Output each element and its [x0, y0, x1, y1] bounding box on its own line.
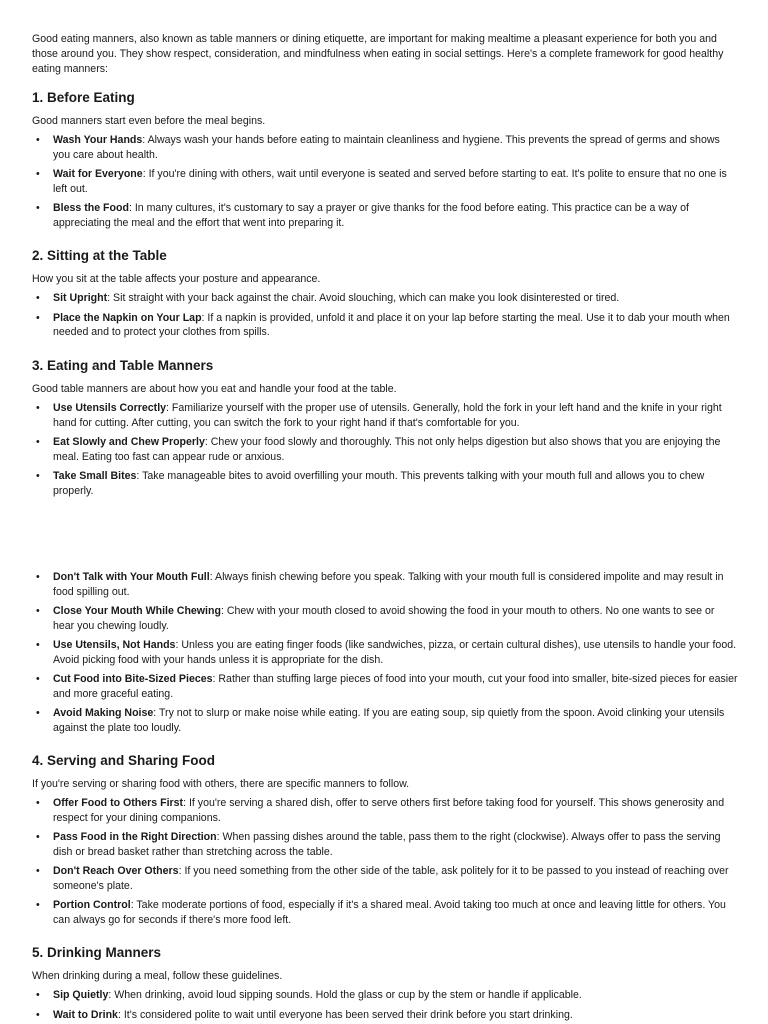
section-heading: 3. Eating and Table Manners: [32, 358, 214, 373]
list-item: • Portion Control: Take moderate portions of food, especially if it's a shared meal. Avoid taking too much at once and leaving little for others. You can always go for seconds if there's more food left.: [36, 899, 726, 926]
bullet-list: [32, 988, 738, 1022]
list-item: • Close Your Mouth While Chewing: Chew with your mouth closed to avoid showing the food in your mouth to others. No one wants to see or hear you chewing loudly.: [36, 605, 715, 632]
list-item: • Use Utensils, Not Hands: Unless you are eating finger foods (like sandwiches, pizza, or certain cultural dishes), use utensils to handle your food. Avoid picking food with your hands unless it is appropriate for the dish.: [36, 639, 737, 666]
bullet-icon: •: [36, 436, 40, 448]
bullet-icon: •: [36, 797, 40, 809]
bullet-icon: •: [36, 134, 40, 146]
list-item: • Offer Food to Others First: If you're serving a shared dish, offer to serve others first before taking food for yourself. This shows generosity and respect for your dining companions.: [36, 797, 725, 824]
list-item: • Pass Food in the Right Direction: When passing dishes around the table, pass them to the right (clockwise). Always offer to pass the serving dish or bread basket rather than stretching across the table.: [36, 831, 721, 858]
bullet-icon: •: [36, 402, 40, 414]
bullet-icon: •: [36, 865, 40, 877]
intro-block: [32, 32, 738, 77]
section-heading: 5. Drinking Manners: [32, 945, 162, 960]
list-item: • Eat Slowly and Chew Properly: Chew your food slowly and thoroughly. This not only helps digestion but also shows that you are enjoying the meal. Eating too fast can appear rude or anxious.: [36, 436, 721, 463]
section-lead: Good table manners are about how you eat and handle your food at the table.: [32, 383, 397, 395]
bullet-list: [32, 570, 738, 735]
bullet-icon: •: [36, 571, 40, 583]
section-heading: 1. Before Eating: [32, 90, 135, 105]
bullet-icon: •: [36, 707, 40, 719]
list-item: • Avoid Making Noise: Try not to slurp or make noise while eating. If you are eating soup, sip quietly from the spoon. Avoid clinking your utensils against the plate too loudly.: [36, 707, 725, 734]
section-lead: How you sit at the table affects your posture and appearance.: [32, 273, 321, 285]
bullet-icon: •: [36, 989, 40, 1001]
bullet-list: [32, 401, 738, 498]
bullet-icon: •: [36, 292, 40, 304]
section-lead: When drinking during a meal, follow these guidelines.: [32, 970, 283, 982]
section-lead: If you're serving or sharing food with others, there are specific manners to follow.: [32, 778, 410, 790]
list-item: • Don't Reach Over Others: If you need something from the other side of the table, ask politely for it to be passed to you instead of reaching over someone's plate.: [36, 865, 729, 892]
list-item: • Wait to Drink: It's considered polite to wait until everyone has been served their drink before you start drinking.: [36, 1008, 573, 1021]
bullet-icon: •: [36, 831, 40, 843]
bullet-icon: •: [36, 470, 40, 482]
list-item: • Wait for Everyone: If you're dining with others, wait until everyone is seated and served before starting to eat. It's polite to ensure that no one is left out.: [36, 168, 727, 195]
bullet-icon: •: [36, 605, 40, 617]
list-item: • Sit Upright: Sit straight with your back against the chair. Avoid slouching, which can make you look disinterested or tired.: [36, 292, 620, 304]
section-eating-table-manners: [32, 357, 738, 498]
bullet-icon: •: [36, 673, 40, 685]
bullet-icon: •: [36, 311, 40, 324]
list-item: • Bless the Food: In many cultures, it's customary to say a prayer or give thanks for the food before eating. This practice can be a way of appreciating the meal and the effort that went into preparing it.: [36, 202, 689, 229]
bullet-list: [32, 291, 738, 340]
list-item: • Take Small Bites: Take manageable bites to avoid overfilling your mouth. This prevents talking with your mouth full and allows you to chew properly.: [36, 470, 705, 497]
list-item: • Cut Food into Bite-Sized Pieces: Rather than stuffing large pieces of food into your mouth, cut your food into smaller, bite-sized pieces for easier and more graceful eating.: [36, 673, 738, 700]
list-item: • Place the Napkin on Your Lap: If a napkin is provided, unfold it and place it on your lap before starting the meal. Use it to dab your mouth when needed and to protect your clothes from spills.: [36, 311, 730, 338]
section-heading: 2. Sitting at the Table: [32, 248, 167, 263]
bullet-icon: •: [36, 639, 40, 651]
list-item: • Wash Your Hands: Always wash your hands before eating to maintain cleanliness and hygiene. This prevents the spread of germs and shows you care about health.: [36, 134, 720, 161]
list-item: • Don't Talk with Your Mouth Full: Always finish chewing before you speak. Talking with your mouth full is considered impolite and may result in food spilling out.: [36, 571, 724, 598]
list-item: • Sip Quietly: When drinking, avoid loud sipping sounds. Hold the glass or cup by the stem or handle if applicable.: [36, 989, 582, 1001]
section-serving-sharing: [32, 752, 738, 927]
list-item: • Use Utensils Correctly: Familiarize yourself with the proper use of utensils. Generally, hold the fork in your left hand and the knife in your right hand for cutting. After cutting, you can switch the fork to your right hand if that's comfortable for you.: [36, 402, 722, 429]
bullet-list: [32, 796, 738, 927]
bullet-icon: •: [36, 1008, 40, 1021]
section-lead: Good manners start even before the meal begins.: [32, 115, 266, 127]
bullet-list: [32, 133, 738, 230]
bullet-icon: •: [36, 202, 40, 214]
intro-paragraph: Good eating manners, also known as table manners or dining etiquette, are important for making mealtime a pleasant experience for both you and those around you. They show respect, consideration, and mindfulness when eating in social settings. Here's a complete framework for good healthy eating manners:: [32, 33, 724, 75]
bullet-icon: •: [36, 168, 40, 180]
section-heading: 4. Serving and Sharing Food: [32, 753, 216, 768]
section-before-eating: [32, 89, 738, 230]
section-drinking: [32, 944, 738, 1022]
bullet-icon: •: [36, 899, 40, 911]
section-eating-table-manners-continued: [32, 566, 738, 735]
section-sitting: [32, 247, 738, 340]
